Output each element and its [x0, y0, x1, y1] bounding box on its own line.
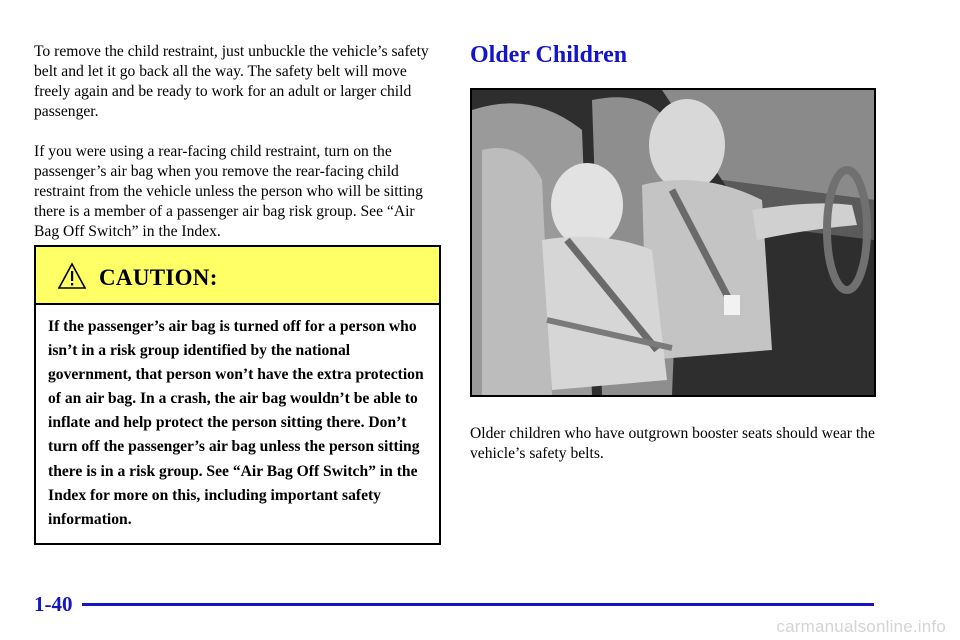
paragraph-rear-facing-airbag: If you were using a rear-facing child restraint, turn on the passenger’s air bag when you remove the rear-facing child restraint from the vehicle unless the person who will be sitting there is a member of a passenger air bag risk group. See “Air Bag Off Switch” in the Index. — [34, 143, 423, 240]
page-number: 1-40 — [34, 592, 73, 616]
caution-header — [36, 247, 439, 305]
footer-rule — [82, 603, 874, 606]
paragraph-remove-restraint: To remove the child restraint, just unbuckle the vehicle’s safety belt and let it go back all the way. The safety belt will move freely again and be ready to work for an adult or larger child passenger. — [34, 43, 429, 120]
caution-box — [34, 245, 441, 545]
older-children-photo — [470, 88, 876, 397]
caution-text: If the passenger’s air bag is turned off for a person who isn’t in a risk group identified by the national government, that person won’t have the extra protection of an air bag. In a crash, the air bag wouldn’t be able to inflate and help protect the person sitting there. Don’t turn off the passenger’s air bag unless the person sitting there is in a risk group. See “Air Bag Off Switch” in the Index for more on this, including important safety information. — [48, 318, 424, 528]
paragraph-older-children: Older children who have outgrown booster seats should wear the vehicle’s safety belts. — [470, 425, 875, 462]
caution-title: CAUTION: — [99, 265, 218, 290]
seated-passengers-illustration — [472, 90, 874, 395]
watermark: carmanualsonline.info — [776, 617, 946, 636]
section-heading: Older Children — [470, 42, 628, 68]
warning-triangle-icon — [57, 262, 87, 290]
